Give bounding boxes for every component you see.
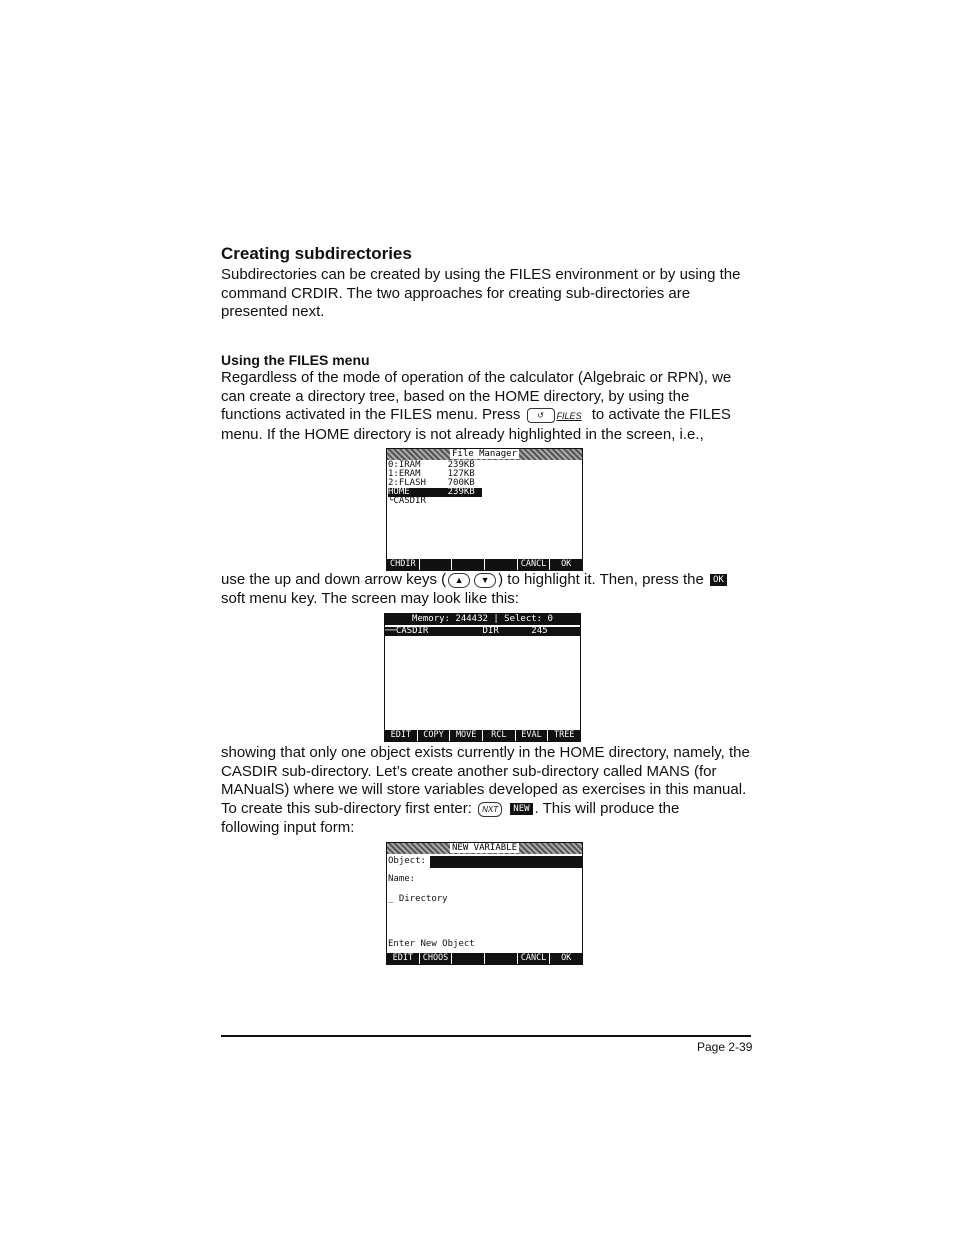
- screen-title: File Manager: [451, 449, 518, 459]
- footer-rule: [221, 1035, 751, 1037]
- directory-checkbox-label: _ Directory: [388, 894, 448, 904]
- section-title: Creating subdirectories: [221, 244, 412, 263]
- left-shift-key-icon: ↺: [527, 408, 555, 423]
- name-label: Name:: [388, 874, 416, 884]
- menu-key-edit: EDIT: [387, 953, 420, 964]
- files-paragraph: [221, 369, 756, 445]
- files-key-label: FILES: [556, 411, 582, 422]
- up-arrow-key-icon: ▲: [448, 573, 470, 588]
- menu-key-edit: EDIT: [385, 730, 418, 741]
- ok-soft-key-icon: OK: [710, 574, 727, 586]
- text-line: CASDIR sub-directory. Let’s create another sub-directory called MANS (for: [221, 762, 717, 780]
- text-line: command CRDIR. The two approaches for creating sub-directories are: [221, 284, 691, 302]
- intro-paragraph: [221, 266, 756, 322]
- soft-menu-bar: [387, 953, 582, 964]
- menu-key-blank: [485, 953, 518, 964]
- menu-key-blank: [485, 559, 518, 570]
- menu-key-blank: [452, 559, 485, 570]
- page-number: Page 2-39: [697, 1040, 753, 1054]
- screen-row: 1:ERAM 127KB: [388, 469, 475, 479]
- screen-row-selected: HOME 239KB: [388, 488, 482, 497]
- text-fragment: ) to highlight it. Then, press the: [498, 571, 704, 588]
- new-variable-screen: [386, 842, 583, 965]
- screen-title-bar: [387, 843, 582, 854]
- new-soft-key-icon: NEW: [510, 803, 532, 815]
- status-line: Enter New Object: [388, 939, 475, 949]
- mans-paragraph: [221, 744, 756, 838]
- menu-key-cancl: CANCL: [518, 559, 551, 570]
- text-line: [221, 406, 756, 426]
- text-fragment: to activate the FILES: [591, 406, 731, 424]
- text-line: Subdirectories can be created by using the FILES environment or by using the: [221, 266, 741, 283]
- text-line: can create a directory tree, based on the HOME directory, by using the: [221, 387, 690, 405]
- text-fragment: functions activated in the FILES menu. Press: [221, 406, 521, 424]
- menu-key-eval: EVAL: [516, 730, 549, 741]
- menu-key-tree: TREE: [548, 730, 580, 741]
- nxt-key-icon: NXT: [478, 802, 502, 817]
- text-line: [221, 800, 756, 819]
- screen-row: 0:IRAM 239KB: [388, 460, 475, 470]
- text-line: MANualS) where we will store variables developed as exercises in this manual.: [221, 781, 747, 799]
- menu-key-ok: OK: [550, 953, 582, 964]
- screen-row-selected: ──CASDIR DIR 245: [385, 627, 580, 636]
- screen-title-bar: [387, 449, 582, 460]
- file-manager-screen: [386, 448, 583, 571]
- highlight-paragraph: [221, 571, 756, 608]
- menu-key-cancl: CANCL: [518, 953, 551, 964]
- screen-row: 2:FLASH 700KB: [388, 478, 475, 488]
- screen-title: Memory: 244432 | Select: 0: [412, 614, 553, 624]
- object-label: Object:: [388, 856, 426, 866]
- text-line: soft menu key. The screen may look like this:: [221, 589, 519, 607]
- text-line: following input form:: [221, 818, 355, 836]
- menu-key-blank: [420, 559, 453, 570]
- object-field: [430, 856, 582, 868]
- text-line: showing that only one object exists currently in the HOME directory, namely, the: [221, 744, 750, 761]
- screen-title: NEW VARIABLE: [451, 843, 518, 853]
- subsection-title: Using the FILES menu: [221, 352, 370, 368]
- menu-key-blank: [452, 953, 485, 964]
- menu-key-move: MOVE: [450, 730, 483, 741]
- text-line: [221, 571, 756, 590]
- menu-key-chdir: CHDIR: [387, 559, 420, 570]
- text-fragment: To create this sub-directory first enter:: [221, 800, 472, 818]
- text-line: presented next.: [221, 303, 325, 321]
- soft-menu-bar: [387, 559, 582, 570]
- menu-key-rcl: RCL: [483, 730, 516, 741]
- screen-title-bar: [385, 614, 580, 625]
- screen-row: └CASDIR: [388, 496, 426, 506]
- menu-key-copy: COPY: [418, 730, 451, 741]
- down-arrow-key-icon: ▼: [474, 573, 496, 588]
- text-fragment: . This will produce the: [534, 800, 680, 818]
- text-line: Regardless of the mode of operation of the calculator (Algebraic or RPN), we: [221, 369, 732, 386]
- home-directory-screen: [384, 613, 581, 742]
- menu-key-ok: OK: [550, 559, 582, 570]
- menu-key-choos: CHOOS: [420, 953, 453, 964]
- text-line: menu. If the HOME directory is not already highlighted in the screen, i.e.,: [221, 426, 704, 444]
- text-fragment: use the up and down arrow keys (: [221, 571, 447, 588]
- soft-menu-bar: [385, 730, 580, 741]
